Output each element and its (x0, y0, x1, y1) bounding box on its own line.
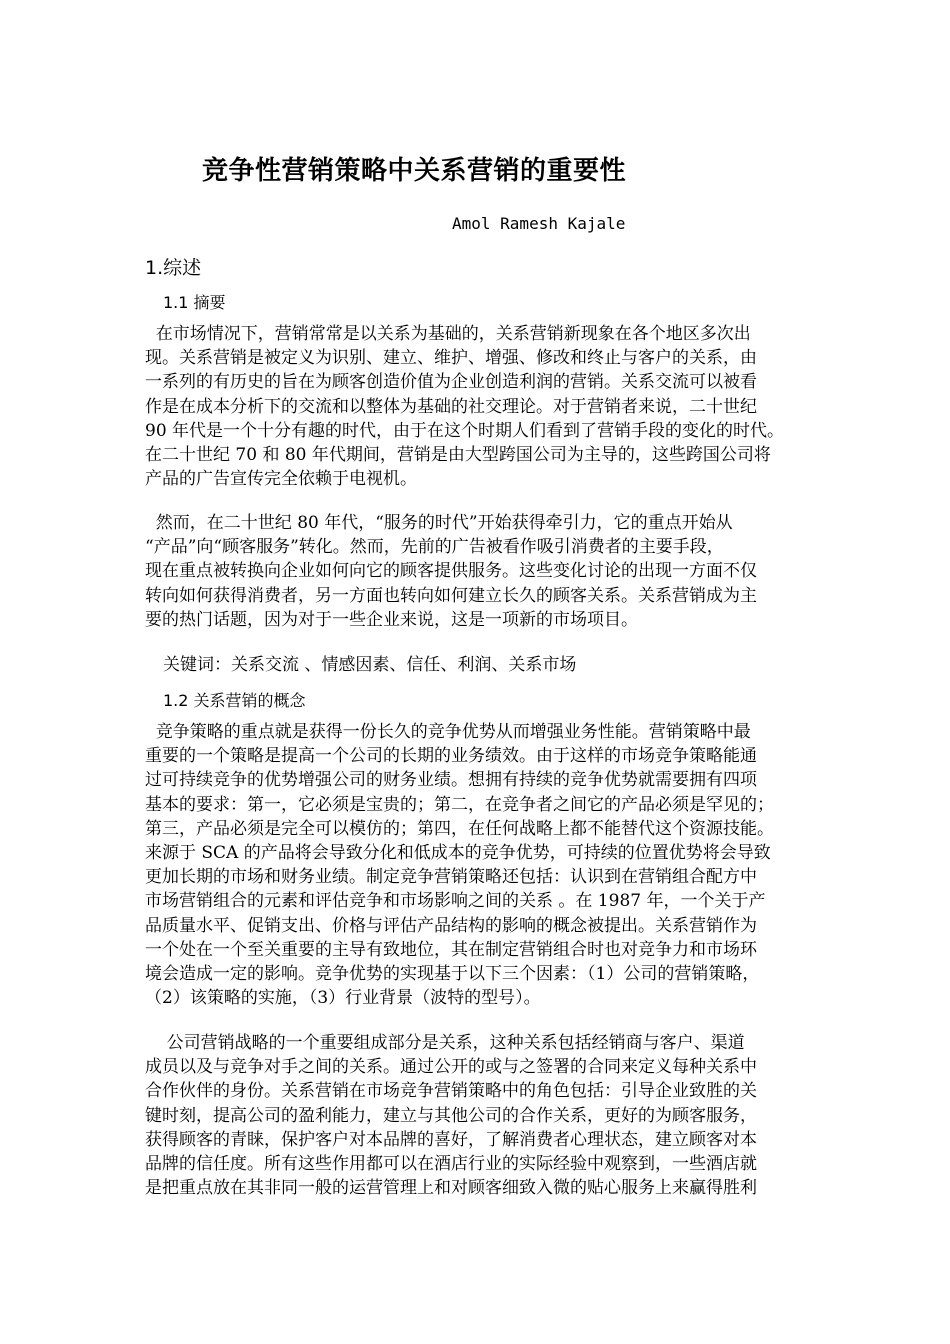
text-line: 合作伙伴的身份。关系营销在市场竞争营销策略中的角色包括：引导企业致胜的关 (145, 1081, 757, 1102)
text-line: 一系列的有历史的旨在为顾客创造价值为企业创造利润的营销。关系交流可以被看 (145, 372, 757, 393)
text-line: 产品的广告宣传完全依赖于电视机。 (145, 469, 417, 490)
text-line: 现。关系营销是被定义为识别、建立、维护、增强、修改和终止与客户的关系，由 (145, 348, 757, 369)
text-line: 成员以及与竞争对手之间的关系。通过公开的或与之签署的合同来定义每种关系中 (145, 1057, 757, 1078)
subsection-heading-abstract: 1.1 摘要 (163, 293, 226, 312)
author-name: Amol Ramesh Kajale (452, 214, 626, 233)
subsection-heading-concept: 1.2 关系营销的概念 (163, 691, 306, 710)
text-line: 键时刻，提高公司的盈利能力，建立与其他公司的合作关系，更好的为顾客服务， (145, 1105, 757, 1126)
text-line: 一个处在一个至关重要的主导有致地位，其在制定营销组合时也对竞争力和市场环 (145, 939, 757, 960)
text-line: 来源于 SCA 的产品将会导致分化和低成本的竞争优势，可持续的位置优势将会导致 (145, 842, 771, 863)
text-line: 在二十世纪 70 和 80 年代期间，营销是由大型跨国公司为主导的，这些跨国公司将 (145, 444, 771, 465)
text-line: 基本的要求：第一，它必须是宝贵的；第二，在竞争者之间它的产品必须是罕见的； (145, 794, 774, 815)
text-line: （2）该策略的实施，（3）行业背景（波特的型号）。 (145, 988, 541, 1009)
text-line: 竞争策略的重点就是获得一份长久的竞争优势从而增强业务性能。营销策略中最 (145, 722, 751, 742)
text-line: 品牌的信任度。所有这些作用都可以在酒店行业的实际经验中观察到，一些酒店就 (145, 1153, 757, 1174)
text-line: 90 年代是一个十分有趣的时代，由于在这个时期人们看到了营销手段的变化的时代。 (145, 420, 785, 441)
text-line: 更加长期的市场和财务业绩。制定竞争营销策略还包括：认识到在营销组合配方中 (145, 867, 757, 888)
text-line: 市场营销组合的元素和评估竞争和市场影响之间的关系 。在 1987 年，一个关于产 (145, 891, 766, 912)
abstract-paragraph-2 (145, 511, 855, 632)
text-line: 境会造成一定的影响。竞争优势的实现基于以下三个因素：（1）公司的营销策略， (145, 963, 760, 984)
text-line: 然而，在二十世纪 80 年代，“服务的时代”开始获得牵引力，它的重点开始从 (145, 513, 733, 533)
text-line: 公司营销战略的一个重要组成部分是关系，这种关系包括经销商与客户、渠道 (145, 1033, 745, 1053)
text-line: 是把重点放在其非同一般的运营管理上和对顾客细致入微的贴心服务上来赢得胜利 (145, 1178, 757, 1199)
text-line: 要的热门话题，因为对于一些企业来说，这是一项新的市场项目。 (145, 609, 638, 630)
text-line: 重要的一个策略是提高一个公司的长期的业务绩效。由于这样的市场竞争策略能通 (145, 746, 757, 767)
abstract-paragraph-1 (145, 322, 855, 491)
concept-paragraph-2 (145, 1031, 855, 1200)
text-line: 转向如何获得消费者，另一方面也转向如何建立长久的顾客关系。关系营销成为主 (145, 585, 757, 606)
text-line: “产品”向“顾客服务”转化。然而，先前的广告被看作吸引消费者的主要手段， (145, 537, 724, 558)
text-line: 品质量水平、促销支出、价格与评估产品结构的影响的概念被提出。关系营销作为 (145, 915, 757, 936)
document-title: 竞争性营销策略中关系营销的重要性 (202, 156, 627, 186)
text-line: 过可持续竞争的优势增强公司的财务业绩。想拥有持续的竞争优势就需要拥有四项 (145, 770, 757, 791)
concept-paragraph-1 (145, 720, 855, 1010)
text-line: 现在重点被转换向企业如何向它的顾客提供服务。这些变化讨论的出现一方面不仅 (145, 561, 757, 582)
text-line: 在市场情况下，营销常常是以关系为基础的，关系营销新现象在各个地区多次出 (145, 324, 751, 344)
keywords-line: 关键词：关系交流 、情感因素、信任、利润、关系市场 (163, 655, 577, 675)
text-line: 第三，产品必须是完全可以模仿的；第四，在任何战略上都不能替代这个资源技能。 (145, 818, 774, 839)
text-line: 获得顾客的青睐，保护客户对本品牌的喜好，了解消费者心理状态，建立顾客对本 (145, 1129, 757, 1150)
text-line: 作是在成本分析下的交流和以整体为基础的社交理论。对于营销者来说，二十世纪 (145, 396, 757, 417)
section-heading-overview: 1.综述 (145, 257, 202, 279)
